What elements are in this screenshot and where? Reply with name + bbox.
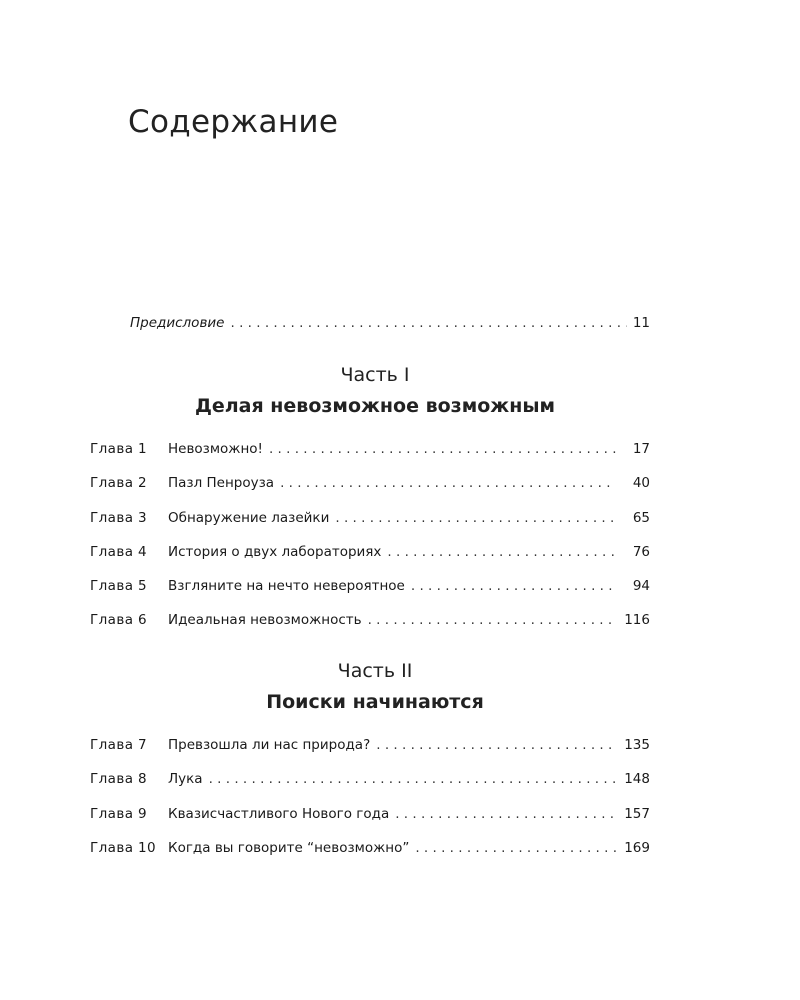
page-number: 17 [632, 441, 650, 457]
chapter-label: Глава 7 [90, 737, 148, 753]
chapter-title: Лука [168, 771, 203, 787]
page-number: 135 [624, 737, 650, 753]
toc-entry-chapter-4[interactable] [90, 544, 650, 560]
page-number: 40 [632, 475, 650, 491]
dot-leader [415, 840, 616, 856]
part-2-heading [0, 660, 750, 713]
dot-leader [230, 315, 626, 331]
chapter-title: История о двух лабораториях [168, 544, 382, 560]
chapter-label: Глава 10 [90, 840, 157, 856]
part-label: Часть II [337, 660, 413, 682]
dot-leader [387, 544, 616, 560]
toc-entry-chapter-7[interactable] [90, 737, 650, 753]
preface-label: Предисловие [130, 315, 225, 331]
toc-entry-chapter-10[interactable] [90, 840, 650, 856]
part-1-heading [0, 364, 750, 417]
toc-entry-chapter-6[interactable] [90, 612, 650, 628]
chapter-title: Квазисчастливого Нового года [168, 806, 390, 822]
toc-entry-chapter-2[interactable] [90, 475, 650, 491]
toc-entry-preface[interactable] [130, 315, 650, 331]
dot-leader [280, 475, 616, 491]
page-number: 157 [624, 806, 650, 822]
page-number: 94 [632, 578, 650, 594]
dot-leader [368, 612, 616, 628]
part-title: Поиски начинаются [266, 691, 484, 713]
chapter-title: Когда вы говорите “невозможно” [168, 840, 410, 856]
chapter-title: Пазл Пенроуза [168, 475, 275, 491]
chapter-title: Идеальная невозможность [168, 612, 362, 628]
chapter-title: Превзошла ли нас природа? [168, 737, 371, 753]
part-title: Делая невозможное возможным [194, 395, 556, 417]
page-number: 148 [624, 771, 650, 787]
chapter-label: Глава 5 [90, 578, 148, 594]
chapter-label: Глава 9 [90, 806, 148, 822]
dot-leader [376, 737, 616, 753]
toc-entry-chapter-5[interactable] [90, 578, 650, 594]
page-number: 76 [632, 544, 650, 560]
page-number: 169 [624, 840, 650, 856]
page-number: 65 [632, 510, 650, 526]
toc-entry-chapter-8[interactable] [90, 771, 650, 787]
chapter-title: Обнаружение лазейки [168, 510, 330, 526]
chapter-label: Глава 6 [90, 612, 148, 628]
toc-entry-chapter-3[interactable] [90, 510, 650, 526]
chapter-label: Глава 2 [90, 475, 148, 491]
chapter-label: Глава 3 [90, 510, 148, 526]
chapter-title: Невозможно! [168, 441, 263, 457]
toc-entry-chapter-9[interactable] [90, 806, 650, 822]
page-number: 116 [624, 612, 650, 628]
dot-leader [411, 578, 616, 594]
chapter-label: Глава 8 [90, 771, 148, 787]
chapter-title: Взгляните на нечто невероятное [168, 578, 405, 594]
toc-entry-chapter-1[interactable] [90, 441, 650, 457]
part-label: Часть I [340, 364, 410, 386]
dot-leader [335, 510, 616, 526]
dot-leader [395, 806, 616, 822]
dot-leader [269, 441, 616, 457]
chapter-label: Глава 1 [90, 441, 148, 457]
chapter-label: Глава 4 [90, 544, 148, 560]
page-number: 11 [632, 315, 650, 331]
dot-leader [209, 771, 616, 787]
page-title: Содержание [128, 104, 339, 140]
